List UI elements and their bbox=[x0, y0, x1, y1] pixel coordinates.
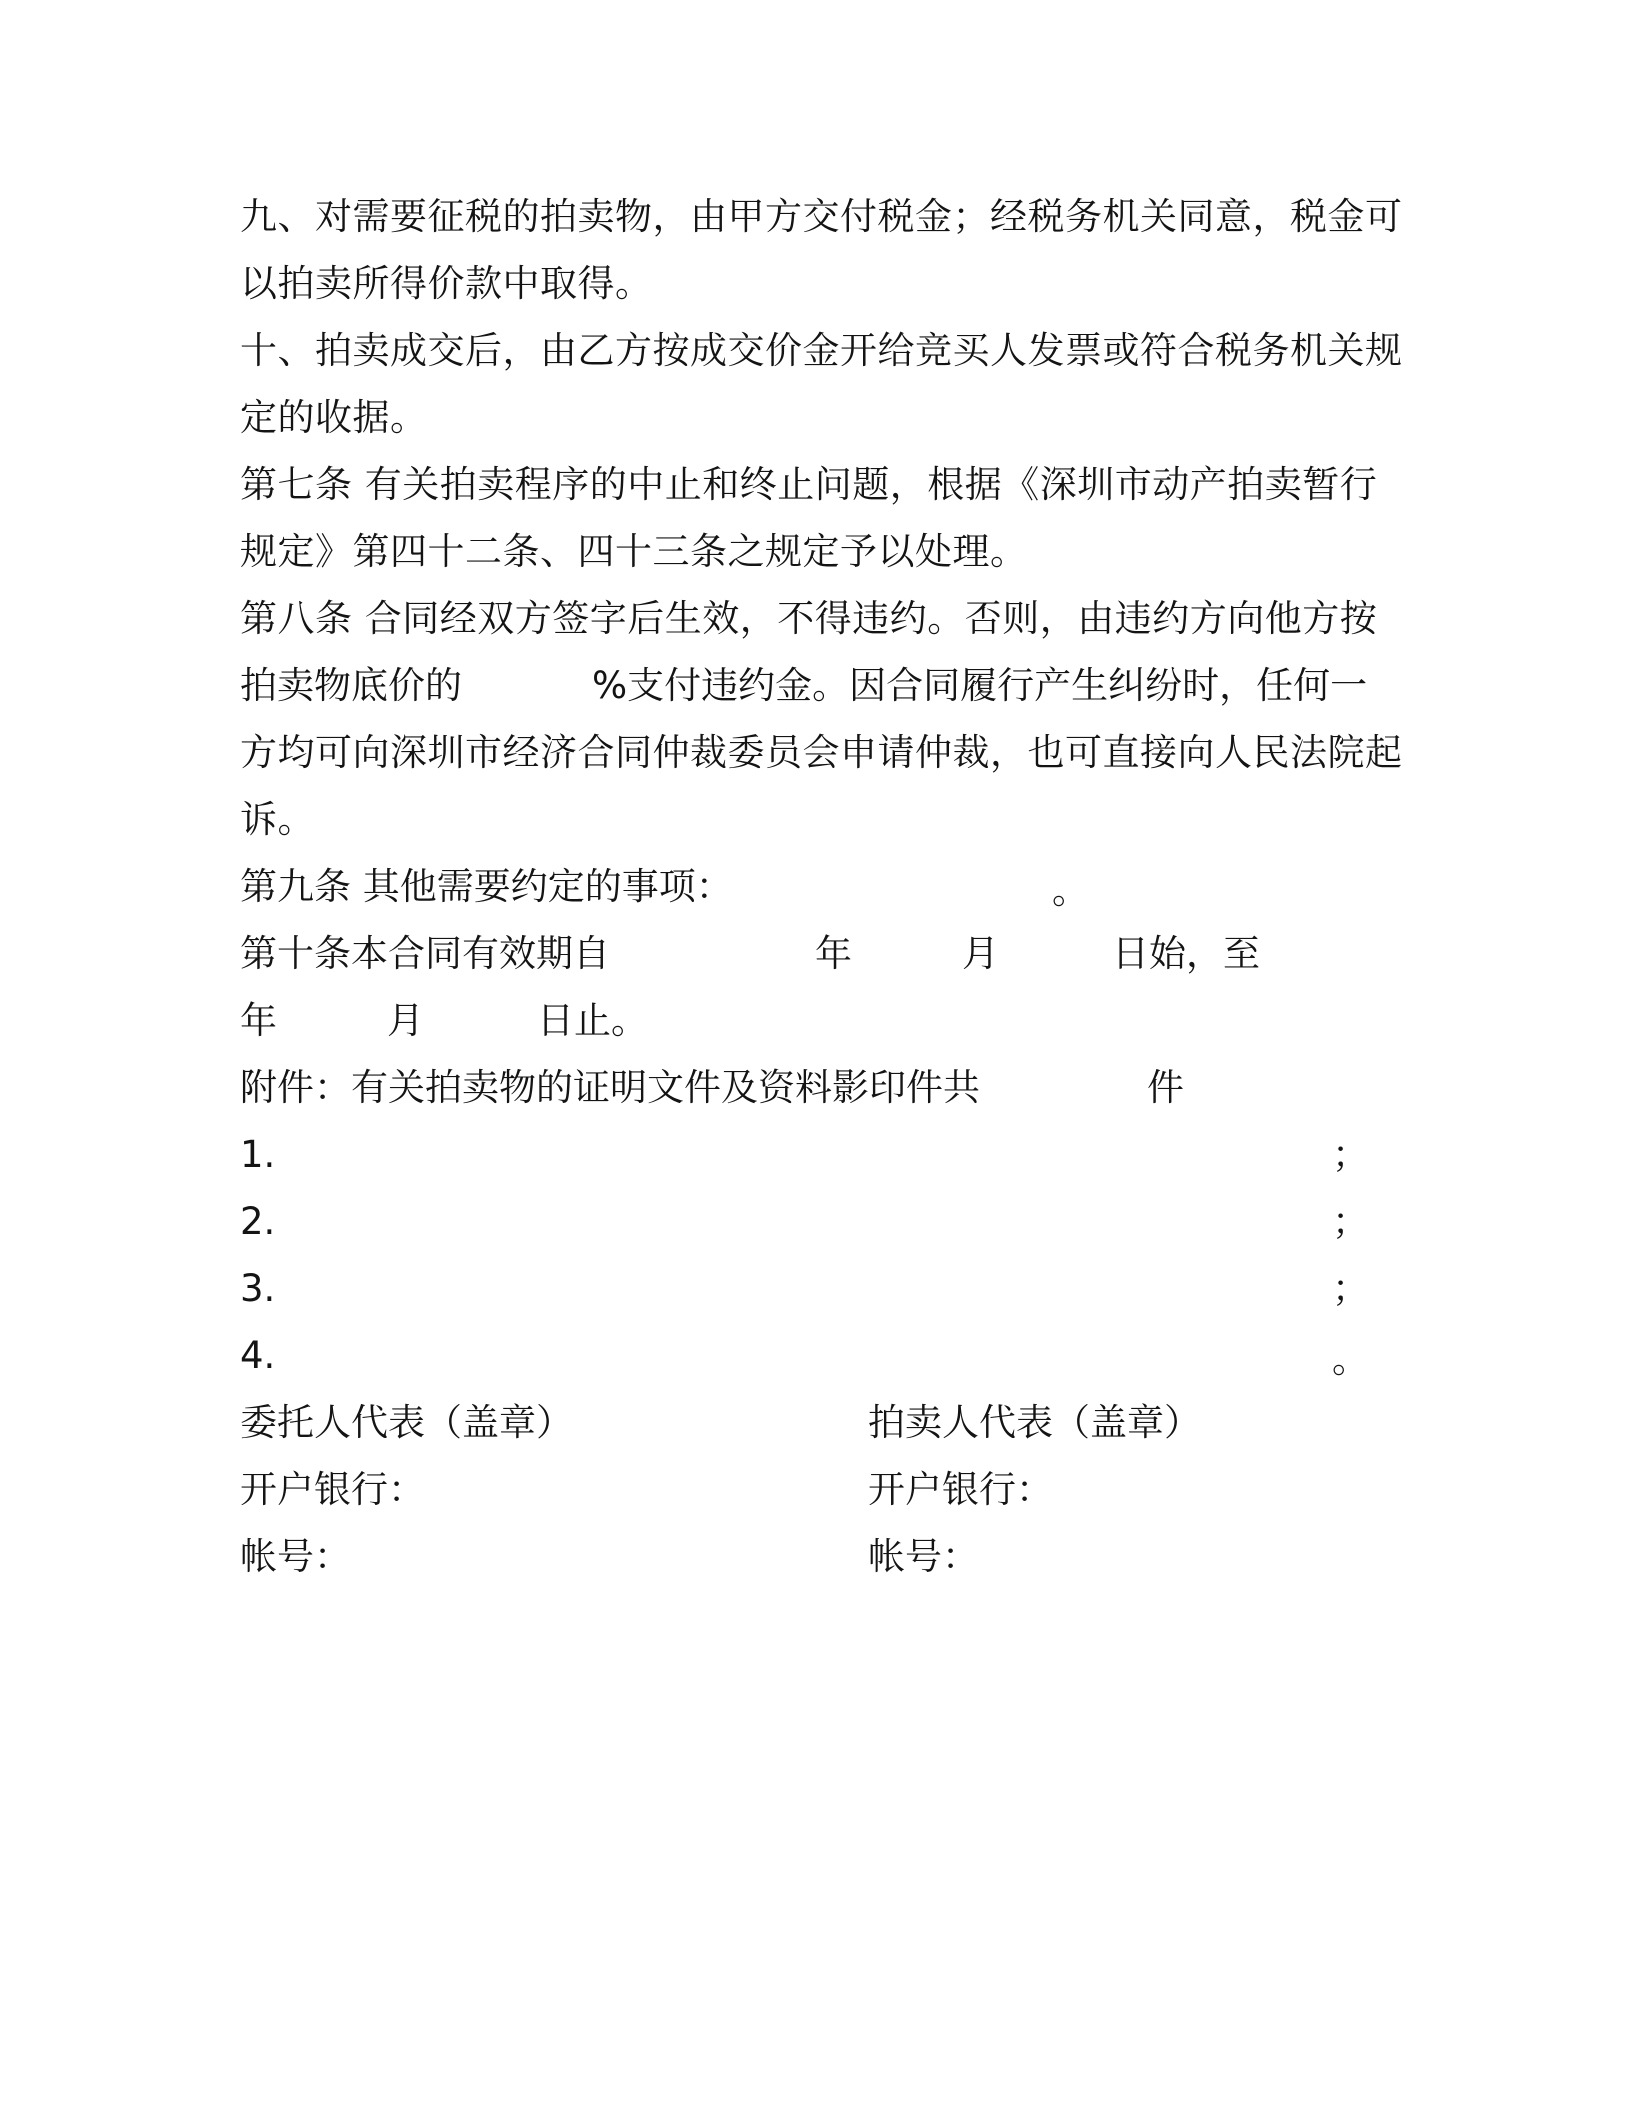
attachment-item-2-num: 2. bbox=[240, 1200, 276, 1243]
signature-right-rep: 拍卖人代表（盖章） bbox=[868, 1401, 1201, 1444]
clause-item9-line1: 九、对需要征税的拍卖物，由甲方交付税金；经税务机关同意，税金可 bbox=[240, 195, 1403, 238]
article10-day-end: 日止。 bbox=[537, 999, 648, 1042]
article10-month: 月 bbox=[962, 932, 999, 975]
article8-line2-start: 拍卖物底价的 bbox=[240, 664, 462, 707]
attachment-item-2-end: ； bbox=[1332, 1200, 1369, 1243]
article9-end: 。 bbox=[1052, 869, 1089, 912]
article8-line3: 方均可向深圳市经济合同仲裁委员会申请仲裁，也可直接向人民法院起 bbox=[240, 731, 1403, 774]
attachment-item-3-num: 3. bbox=[240, 1267, 276, 1310]
clause-item10-line1: 十、拍卖成交后，由乙方按成交价金开给竞买人发票或符合税务机关规 bbox=[240, 329, 1403, 372]
article7-line2: 规定》第四十二条、四十三条之规定予以处理。 bbox=[240, 530, 1028, 573]
attachment-item-4-num: 4. bbox=[240, 1334, 276, 1377]
attachments-unit: 件 bbox=[1147, 1066, 1184, 1109]
clause-item10-line2: 定的收据。 bbox=[240, 396, 428, 439]
article10-label: 第十条本合同有效期自 bbox=[240, 932, 610, 975]
signature-right-account: 帐号： bbox=[868, 1535, 979, 1578]
article8-line2-end: %支付违约金。因合同履行产生纠纷时，任何一 bbox=[592, 664, 1368, 707]
attachment-item-3-end: ； bbox=[1332, 1267, 1369, 1310]
article10-year2: 年 bbox=[240, 999, 277, 1042]
article8-line1: 第八条 合同经双方签字后生效，不得违约。否则，由违约方向他方按 bbox=[240, 597, 1378, 640]
article10-year: 年 bbox=[815, 932, 852, 975]
article7-line1: 第七条 有关拍卖程序的中止和终止问题，根据《深圳市动产拍卖暂行 bbox=[240, 463, 1378, 506]
signature-left-rep: 委托人代表（盖章） bbox=[240, 1401, 573, 1444]
clause-item9-line2: 以拍卖所得价款中取得。 bbox=[240, 262, 653, 305]
article10-month2: 月 bbox=[387, 999, 424, 1042]
article10-day-start: 日始，至 bbox=[1112, 932, 1260, 975]
signature-left-bank: 开户银行： bbox=[240, 1468, 425, 1511]
signature-left-account: 帐号： bbox=[240, 1535, 351, 1578]
attachments-label: 附件：有关拍卖物的证明文件及资料影印件共 bbox=[240, 1066, 980, 1109]
article8-line4: 诉。 bbox=[240, 798, 315, 841]
signature-right-bank: 开户银行： bbox=[868, 1468, 1053, 1511]
attachment-item-1-num: 1. bbox=[240, 1133, 276, 1176]
article9-label: 第九条 其他需要约定的事项： bbox=[240, 865, 733, 908]
attachment-item-4-end: 。 bbox=[1332, 1338, 1369, 1381]
attachment-item-1-end: ； bbox=[1332, 1133, 1369, 1176]
